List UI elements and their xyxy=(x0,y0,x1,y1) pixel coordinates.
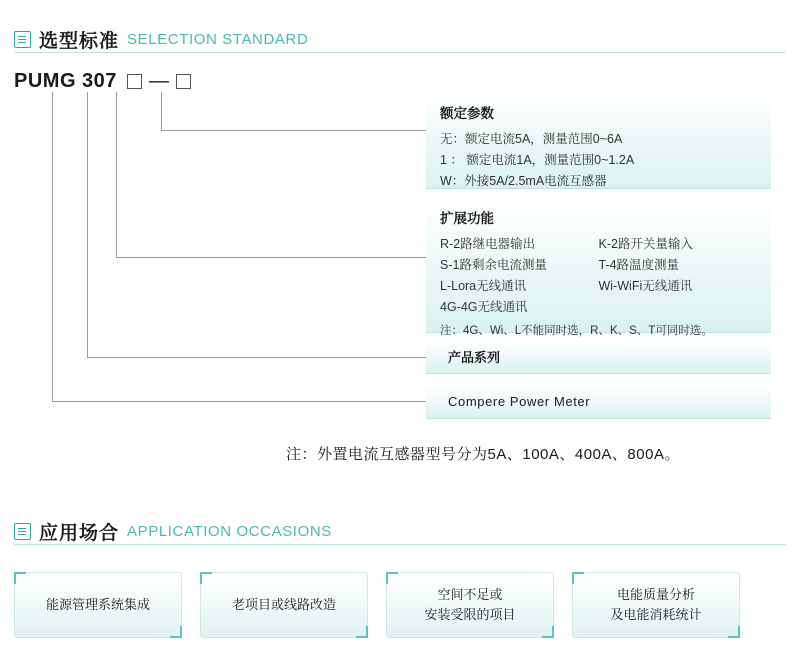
section2-title-en: APPLICATION OCCASIONS xyxy=(127,523,332,540)
callout-rated-parameters xyxy=(426,92,771,189)
section-title-cn: 选型标准 xyxy=(39,31,120,52)
application-card-label: 老项目或线路改造 xyxy=(231,597,336,612)
model-slot-extended xyxy=(127,74,142,89)
section-divider-selection xyxy=(14,52,786,53)
callout-extended-functions xyxy=(426,197,771,337)
application-card-label: 能源管理系统集成 xyxy=(45,597,150,612)
callout-rated-line-2: 1 ： 额定电流1A，测量范围0~1.2A xyxy=(440,153,635,167)
extended-item-s: S-1路剩余电流测量 xyxy=(440,258,547,272)
callout-extended-columns xyxy=(440,234,757,318)
extended-item-k: K-2路开关量输入 xyxy=(598,237,693,251)
extended-item-t: T-4路温度测量 xyxy=(598,258,680,272)
section-divider-application xyxy=(14,544,786,545)
leader-vertical-series xyxy=(87,92,88,357)
model-code xyxy=(14,70,195,93)
callout-extended-col-right xyxy=(599,234,758,318)
leader-horizontal-rated xyxy=(161,130,426,131)
callout-extended-title: 扩展功能 xyxy=(440,211,494,226)
leader-vertical-rated xyxy=(161,92,162,130)
application-card xyxy=(572,572,740,638)
application-card-label: 电能质量分析 及电能消耗统计 xyxy=(610,587,702,622)
extended-item-l: L-Lora无线通讯 xyxy=(440,279,527,293)
leader-horizontal-name xyxy=(52,401,426,402)
list-icon xyxy=(14,31,31,48)
leader-vertical-name xyxy=(52,92,53,401)
application-card-list xyxy=(14,572,740,638)
section-header-selection xyxy=(14,26,308,53)
section-header-application xyxy=(14,518,332,545)
model-prefix: PUMG xyxy=(14,70,76,92)
section2-title-cn: 应用场合 xyxy=(39,523,120,544)
model-series: 307 xyxy=(82,70,117,92)
section-title-en: SELECTION STANDARD xyxy=(127,31,309,48)
model-dash: — xyxy=(148,70,170,92)
leader-horizontal-series xyxy=(87,357,426,358)
extended-item-4g: 4G-4G无线通讯 xyxy=(440,300,528,314)
callout-extended-col-left xyxy=(440,234,599,318)
extended-item-r: R-2路继电器输出 xyxy=(440,237,536,251)
application-card xyxy=(14,572,182,638)
callout-product-series: 产品系列 xyxy=(426,340,771,374)
callout-rated-line-3: W：外接5A/2.5mA电流互感器 xyxy=(440,174,607,188)
callout-rated-line-1: 无：额定电流5A，测量范围0~6A xyxy=(440,132,623,146)
callout-product-name: Compere Power Meter xyxy=(426,385,771,419)
application-card-label: 空间不足或 安装受限的项目 xyxy=(424,587,516,622)
leader-horizontal-extended xyxy=(116,257,426,258)
leader-vertical-extended xyxy=(116,92,117,257)
extended-item-wifi: Wi-WiFi无线通讯 xyxy=(598,279,693,293)
callout-extended-note: 注：4G、Wi、L不能同时选，R、K、S、T可同时选。 xyxy=(440,325,713,337)
list-icon-2 xyxy=(14,523,31,540)
application-card xyxy=(200,572,368,638)
footnote-ct-models: 注：外置电流互感器型号分为5A、100A、400A、800A。 xyxy=(286,446,680,463)
model-slot-rated xyxy=(176,74,191,89)
application-card xyxy=(386,572,554,638)
callout-rated-title: 额定参数 xyxy=(440,106,494,121)
